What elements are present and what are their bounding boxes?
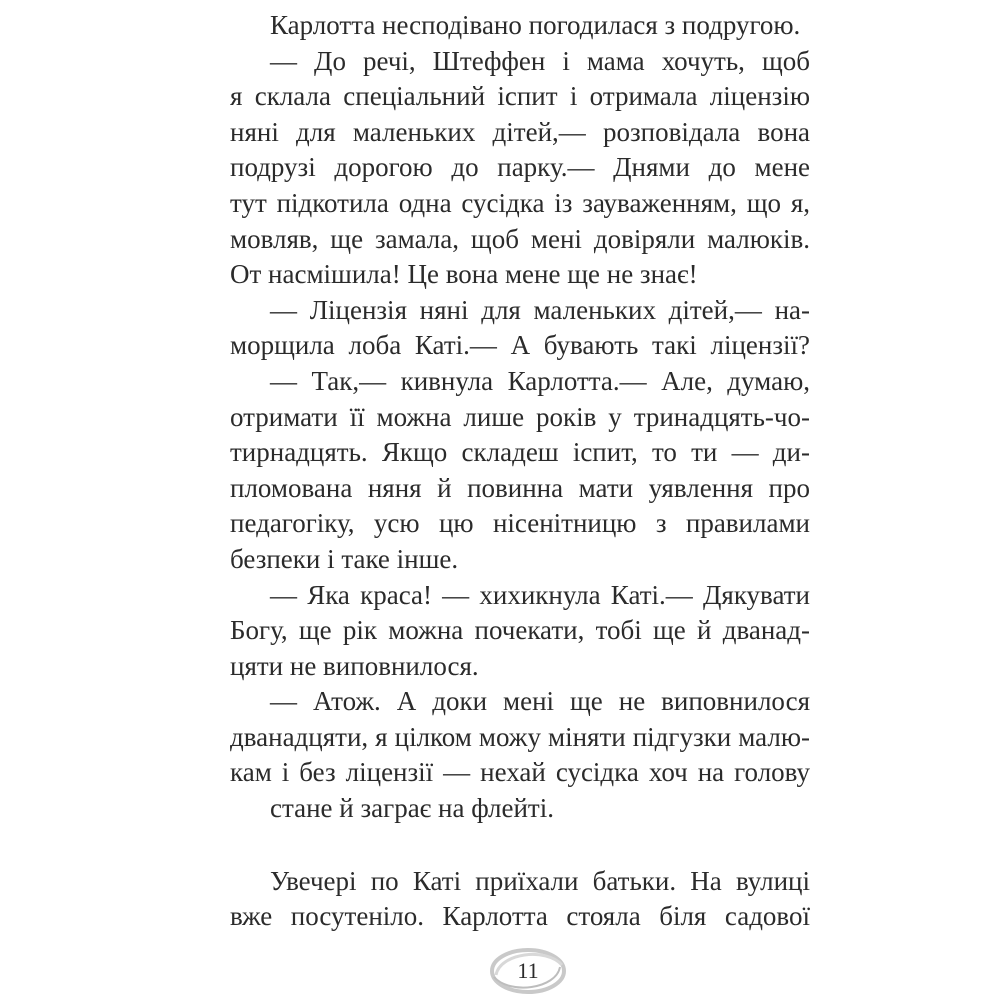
text-line: От насмішила! Це вона мене ще не знає! — [230, 259, 698, 290]
text-line: безпеки і таке інше. — [230, 543, 459, 574]
text-line: — Атож. А доки мені ще не виповнилося — [270, 686, 810, 717]
page-number-badge — [486, 945, 570, 997]
section-break — [230, 827, 810, 864]
text-line: стане й заграє на флейті. — [270, 793, 554, 824]
text-line: тирнадцять. Якщо складеш іспит, то ти — ди- — [230, 437, 810, 468]
text-line: — До речі, Штеффен і мама хочуть, щоб — [270, 45, 810, 76]
text-line: цяти не виповнилося. — [230, 650, 479, 681]
text-line: пломована няня й повинна мати уявлення про — [230, 472, 810, 503]
page-text — [230, 8, 810, 935]
text-line: Увечері по Каті приїхали батьки. На вулиці — [270, 865, 810, 896]
text-line: няні для маленьких дітей,— розповідала вона — [230, 116, 810, 147]
text-line: тут підкотила одна сусідка із зауваженням, що я, — [230, 187, 810, 218]
text-line: подрузі дорогою до парку.— Днями до мене — [230, 152, 810, 183]
text-line: кам і без ліцензії — нехай сусідка хоч на голову — [230, 757, 810, 788]
text-line: Карлотта несподівано погодилася з подругою. — [270, 10, 801, 40]
text-line: педагогіку, усю цю нісенітницю з правилами — [230, 508, 810, 539]
text-line: я склала спеціальний іспит і отримала ліцензію — [230, 81, 810, 112]
text-line: — Ліцензія няні для маленьких дітей,— на- — [270, 294, 810, 325]
text-line: отримати її можна лише років у тринадцять-чо- — [230, 401, 810, 432]
text-line: дванадцяти, я цілком можу міняти підгузки малю- — [230, 721, 810, 752]
text-line: Богу, ще рік можна почекати, тобі ще й дванад- — [230, 615, 810, 646]
text-line: мовляв, ще замала, щоб мені довіряли малюків. — [230, 223, 810, 254]
text-line: вже посутеніло. Карлотта стояла біля садової — [230, 901, 810, 932]
text-line: — Яка краса! — хихикнула Каті.— Дякувати — [270, 579, 810, 610]
page-number: 11 — [517, 958, 539, 983]
text-line: морщила лоба Каті.— А бувають такі ліцензії? — [230, 330, 810, 361]
text-line: — Так,— кивнула Карлотта.— Але, думаю, — [270, 365, 810, 396]
